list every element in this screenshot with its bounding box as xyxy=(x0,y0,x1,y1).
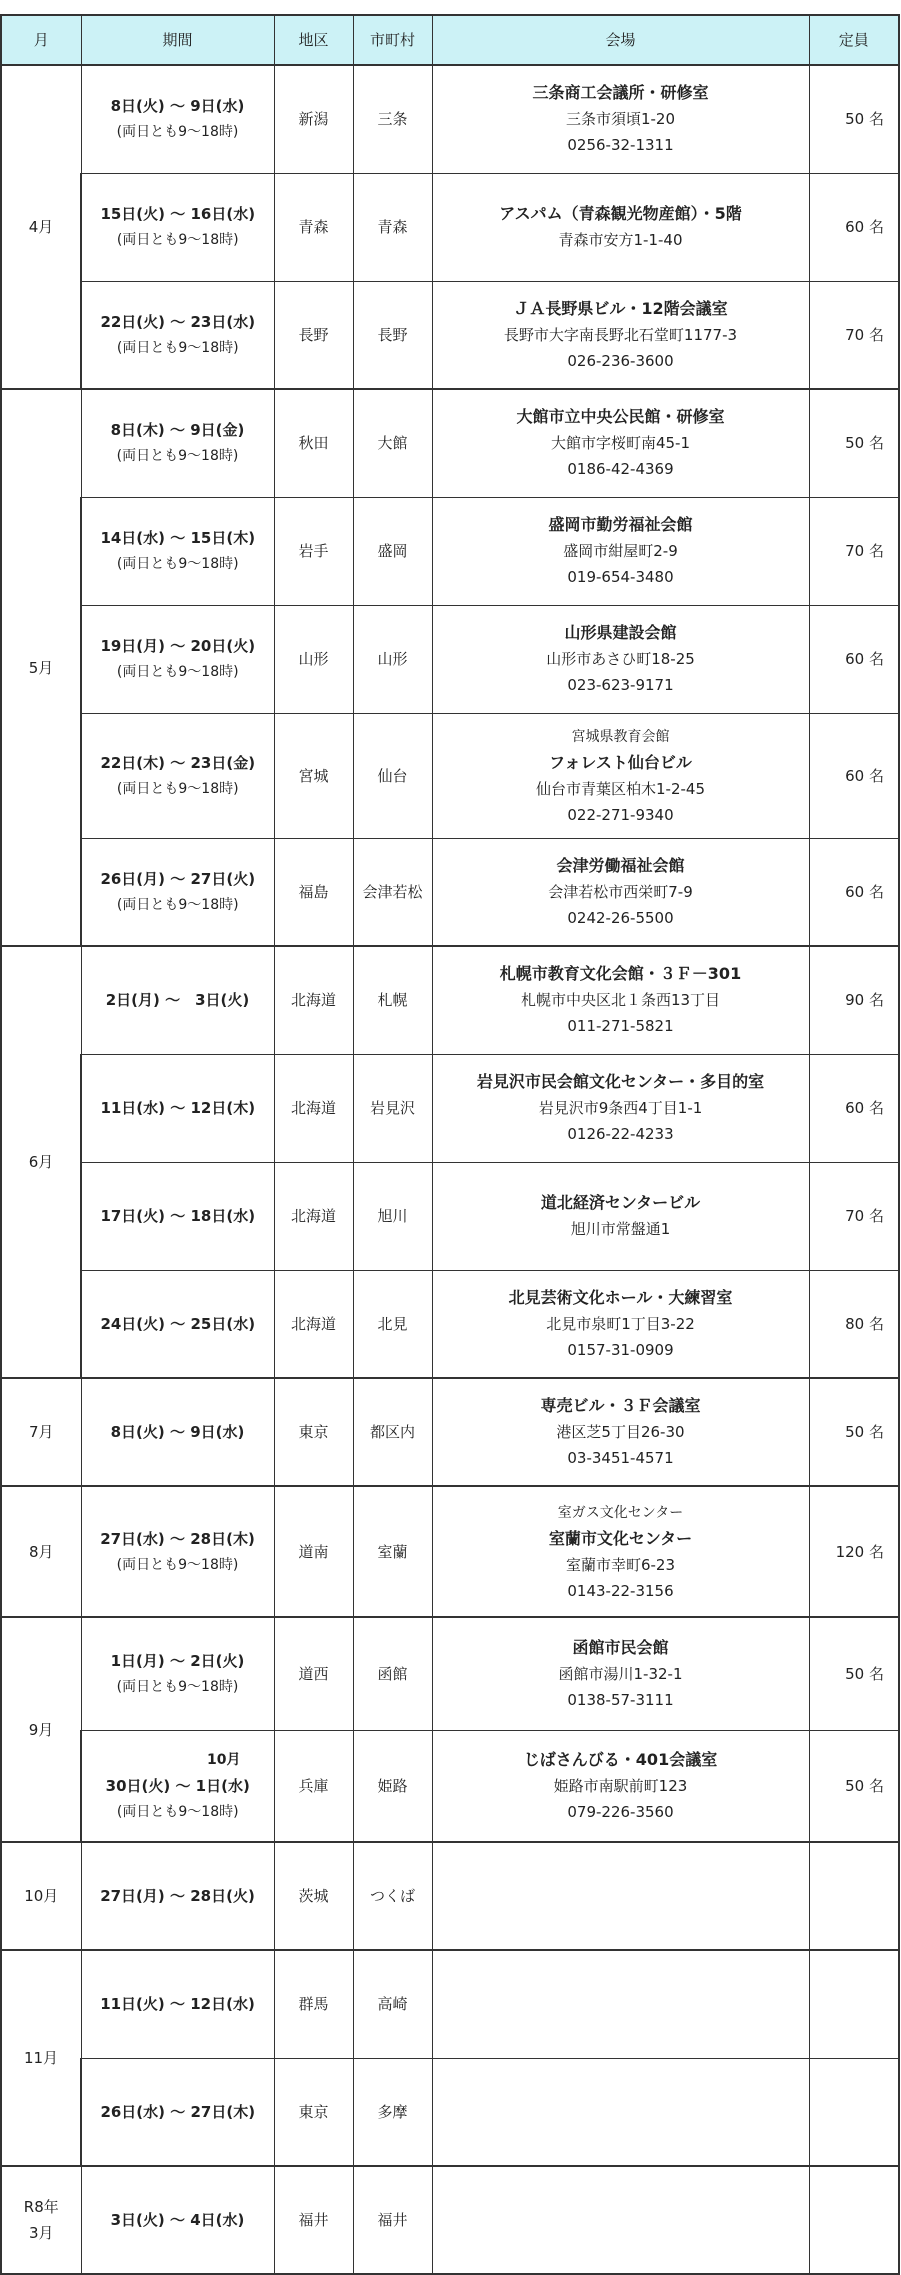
period-range: 1日(月) ～ 2日(火) xyxy=(110,1651,245,1670)
capacity-cell xyxy=(809,838,899,946)
region-cell xyxy=(274,1162,353,1270)
city-label: 札幌 xyxy=(377,991,408,1010)
period-hours: (両日とも9～18時) xyxy=(116,1556,239,1573)
schedule-row xyxy=(1,1270,899,1378)
capacity-cell xyxy=(809,1842,899,1950)
city-cell xyxy=(353,946,432,1054)
region-label: 道西 xyxy=(298,1664,329,1683)
venue-address: 姫路市南駅前町123 xyxy=(553,1776,688,1795)
region-cell xyxy=(274,946,353,1054)
city-cell xyxy=(353,1617,432,1730)
month-cell xyxy=(1,946,81,1378)
city-label: 都区内 xyxy=(369,1423,415,1441)
period-cell xyxy=(81,281,274,389)
venue-address: 岩見沢市9条西4丁目1-1 xyxy=(538,1099,703,1117)
period-cell xyxy=(81,946,274,1054)
capacity-value: 60 名 xyxy=(845,218,884,236)
venue-name: フォレスト仙台ビル xyxy=(549,752,692,772)
venue-name: 道北経済センタービル xyxy=(540,1193,701,1212)
city-label: 長野 xyxy=(377,325,408,344)
venue-tel: 0138-57-3111 xyxy=(567,1690,674,1709)
period-range: 27日(水) ～ 28日(木) xyxy=(100,1529,255,1548)
city-label: 多摩 xyxy=(377,2102,408,2121)
period-cell xyxy=(81,65,274,173)
venue-pre: 宮城県教育会館 xyxy=(571,728,670,745)
month-label: 4月 xyxy=(28,218,54,236)
period-hours: (両日とも9～18時) xyxy=(116,232,239,248)
city-label: 高崎 xyxy=(377,1995,408,2014)
period-cell xyxy=(81,389,274,497)
venue-name: 室蘭市文化センター xyxy=(548,1528,693,1548)
period-cell xyxy=(81,605,274,713)
period-hours: (両日とも9～18時) xyxy=(116,780,239,797)
schedule-row xyxy=(1,713,899,838)
header-row xyxy=(1,15,899,65)
region-cell xyxy=(274,1842,353,1950)
region-cell xyxy=(274,173,353,281)
region-cell xyxy=(274,713,353,838)
header-venue: 会場 xyxy=(432,15,809,65)
city-label: 北見 xyxy=(377,1314,408,1333)
capacity-value: 60 名 xyxy=(845,1099,884,1117)
city-cell xyxy=(353,389,432,497)
header-month: 月 xyxy=(1,15,81,65)
month-label: 7月 xyxy=(28,1423,54,1441)
schedule-row xyxy=(1,2166,899,2274)
venue-pre: 室ガス文化センター xyxy=(557,1504,684,1521)
period-hours: (両日とも9～18時) xyxy=(116,664,239,680)
venue-address: 北見市泉町1丁目3-22 xyxy=(546,1314,695,1333)
month-cell xyxy=(1,65,81,389)
venue-address: 室蘭市幸町6-23 xyxy=(565,1555,676,1574)
venue-tel: 0186-42-4369 xyxy=(567,460,674,479)
region-cell xyxy=(274,1730,353,1842)
period-range: 14日(水) ～ 15日(木) xyxy=(100,529,256,547)
capacity-cell xyxy=(809,2166,899,2274)
region-label: 茨城 xyxy=(298,1887,329,1905)
capacity-cell xyxy=(809,173,899,281)
region-cell xyxy=(274,2166,353,2274)
city-cell xyxy=(353,1378,432,1486)
month-cell xyxy=(1,1842,81,1950)
venue-tel: 0256-32-1311 xyxy=(567,136,674,155)
city-label: 仙台 xyxy=(377,766,408,785)
period-hours: (両日とも9～18時) xyxy=(116,1678,239,1695)
schedule-row xyxy=(1,2058,899,2166)
venue-name: 盛岡市勤労福祉会館 xyxy=(548,515,693,534)
period-cell xyxy=(81,1054,274,1162)
period-cell xyxy=(81,1486,274,1617)
period-range: 27日(月) ～ 28日(火) xyxy=(100,1887,255,1905)
region-label: 新潟 xyxy=(298,110,329,129)
venue-address: 大館市字桜町南45-1 xyxy=(550,434,691,453)
period-range: 30日(火) ～ 1日(水) xyxy=(105,1776,250,1795)
schedule-row xyxy=(1,173,899,281)
city-label: 岩見沢 xyxy=(369,1099,415,1117)
region-label: 青森 xyxy=(298,218,329,236)
city-cell xyxy=(353,1486,432,1617)
capacity-cell xyxy=(809,281,899,389)
city-label: 福井 xyxy=(377,2211,408,2229)
header-capacity: 定員 xyxy=(809,15,899,65)
capacity-value: 70 名 xyxy=(845,1207,884,1225)
region-cell xyxy=(274,1486,353,1617)
city-label: 函館 xyxy=(377,1664,408,1683)
region-label: 秋田 xyxy=(298,434,329,453)
schedule-row xyxy=(1,605,899,713)
month-cell xyxy=(1,1486,81,1617)
city-cell xyxy=(353,65,432,173)
region-cell xyxy=(274,65,353,173)
venue-name: 三条商工会議所・研修室 xyxy=(532,83,709,103)
venue-name: 山形県建設会館 xyxy=(564,623,677,642)
venue-tel: 019-654-3480 xyxy=(567,568,674,586)
region-label: 北海道 xyxy=(290,1099,336,1117)
region-label: 山形 xyxy=(298,650,329,668)
venue-name: アスパム（青森観光物産館）・5階 xyxy=(499,204,742,223)
schedule-row xyxy=(1,1950,899,2058)
capacity-cell xyxy=(809,605,899,713)
period-range: 22日(火) ～ 23日(水) xyxy=(100,312,256,331)
schedule-row xyxy=(1,281,899,389)
schedule-row xyxy=(1,1162,899,1270)
venue-address: 札幌市中央区北１条西13丁目 xyxy=(520,991,721,1010)
month-cell xyxy=(1,1378,81,1486)
venue-tel: 079-226-3560 xyxy=(567,1802,674,1821)
venue-cell xyxy=(432,838,809,946)
venue-address: 青森市安方1-1-40 xyxy=(558,231,683,249)
venue-tel: 03-3451-4571 xyxy=(567,1449,674,1467)
venue-cell xyxy=(432,713,809,838)
period-range: 19日(月) ～ 20日(火) xyxy=(100,637,256,655)
city-label: 青森 xyxy=(377,218,408,236)
region-cell xyxy=(274,1054,353,1162)
venue-cell xyxy=(432,1617,809,1730)
venue-cell xyxy=(432,1842,809,1950)
region-cell xyxy=(274,281,353,389)
period-range: 15日(火) ～ 16日(水) xyxy=(100,205,256,223)
month-label-line: R8年 xyxy=(23,2198,59,2216)
region-label: 東京 xyxy=(298,1423,329,1441)
capacity-value: 50 名 xyxy=(845,1776,884,1795)
venue-cell xyxy=(432,497,809,605)
capacity-value: 50 名 xyxy=(845,1664,884,1683)
capacity-value: 70 名 xyxy=(845,325,884,344)
period-end-month: 10月 xyxy=(207,1751,241,1768)
capacity-value: 70 名 xyxy=(845,542,884,560)
region-label: 福島 xyxy=(298,882,329,901)
schedule-table xyxy=(0,14,900,2275)
city-cell xyxy=(353,2166,432,2274)
capacity-value: 60 名 xyxy=(845,766,884,785)
capacity-value: 50 名 xyxy=(845,110,884,129)
venue-tel: 0157-31-0909 xyxy=(567,1340,674,1359)
capacity-cell xyxy=(809,389,899,497)
region-label: 福井 xyxy=(298,2211,329,2229)
capacity-cell xyxy=(809,497,899,605)
city-cell xyxy=(353,1950,432,2058)
capacity-value: 80 名 xyxy=(845,1314,884,1333)
venue-cell xyxy=(432,389,809,497)
period-cell xyxy=(81,1617,274,1730)
venue-cell xyxy=(432,1730,809,1842)
region-cell xyxy=(274,605,353,713)
venue-cell xyxy=(432,1162,809,1270)
month-cell xyxy=(1,1950,81,2166)
city-label: 盛岡 xyxy=(377,542,408,560)
venue-address: 会津若松市西栄町7-9 xyxy=(548,882,693,901)
period-range: 26日(月) ～ 27日(火) xyxy=(100,869,256,888)
month-cell xyxy=(1,389,81,946)
period-cell xyxy=(81,1842,274,1950)
period-range: 11日(水) ～ 12日(木) xyxy=(100,1099,256,1117)
city-label: 姫路 xyxy=(377,1776,408,1795)
month-label: 5月 xyxy=(28,658,54,677)
city-label: 室蘭 xyxy=(377,1542,408,1561)
venue-cell xyxy=(432,1270,809,1378)
period-range: 8日(火) ～ 9日(水) xyxy=(110,1423,245,1441)
header-city: 市町村 xyxy=(353,15,432,65)
period-hours: (両日とも9～18時) xyxy=(116,896,239,913)
period-cell xyxy=(81,2058,274,2166)
period-hours: (両日とも9～18時) xyxy=(116,1803,239,1820)
city-cell xyxy=(353,838,432,946)
venue-name: じばさんびる・401会議室 xyxy=(523,1749,718,1769)
venue-tel: 022-271-9340 xyxy=(567,805,674,824)
schedule-row xyxy=(1,1842,899,1950)
region-cell xyxy=(274,2058,353,2166)
capacity-cell xyxy=(809,713,899,838)
period-hours: (両日とも9～18時) xyxy=(116,124,239,141)
capacity-cell xyxy=(809,946,899,1054)
region-label: 岩手 xyxy=(298,542,329,560)
schedule-row xyxy=(1,389,899,497)
capacity-cell xyxy=(809,1617,899,1730)
region-label: 東京 xyxy=(298,2102,329,2121)
venue-address: 三条市須頃1-20 xyxy=(565,110,676,129)
city-cell xyxy=(353,1730,432,1842)
venue-address: 旭川市常盤通1 xyxy=(570,1220,671,1238)
capacity-value: 60 名 xyxy=(845,882,884,901)
venue-name: ＪＡ長野県ビル・12階会議室 xyxy=(513,298,728,318)
city-cell xyxy=(353,1162,432,1270)
period-cell xyxy=(81,1162,274,1270)
period-cell xyxy=(81,497,274,605)
venue-cell xyxy=(432,1950,809,2058)
period-range: 26日(水) ～ 27日(木) xyxy=(100,2102,256,2121)
period-range: 17日(火) ～ 18日(水) xyxy=(100,1207,256,1225)
period-cell xyxy=(81,1378,274,1486)
capacity-cell xyxy=(809,1378,899,1486)
capacity-cell xyxy=(809,1162,899,1270)
venue-address: 長野市大字南長野北石堂町1177-3 xyxy=(503,325,738,344)
venue-tel: 011-271-5821 xyxy=(567,1017,674,1036)
month-label-line: 3月 xyxy=(28,2224,54,2242)
region-label: 群馬 xyxy=(298,1995,329,2014)
region-cell xyxy=(274,838,353,946)
month-label: 6月 xyxy=(28,1153,54,1171)
region-label: 長野 xyxy=(298,325,329,344)
city-label: 大館 xyxy=(377,434,408,453)
region-label: 北海道 xyxy=(290,1314,336,1333)
region-cell xyxy=(274,1950,353,2058)
capacity-value: 120 名 xyxy=(835,1542,884,1561)
month-label: 9月 xyxy=(28,1720,54,1739)
period-cell xyxy=(81,1950,274,2058)
capacity-cell xyxy=(809,1486,899,1617)
period-range: 2日(月) ～ 3日(火) xyxy=(105,991,250,1010)
schedule-row xyxy=(1,1730,899,1842)
period-hours: (両日とも9～18時) xyxy=(116,339,239,356)
region-cell xyxy=(274,1270,353,1378)
city-cell xyxy=(353,497,432,605)
city-cell xyxy=(353,173,432,281)
period-range: 11日(火) ～ 12日(水) xyxy=(100,1995,255,2014)
venue-cell xyxy=(432,1378,809,1486)
venue-name: 会津労働福祉会館 xyxy=(556,855,685,875)
schedule-row xyxy=(1,1054,899,1162)
venue-name: 大館市立中央公民館・研修室 xyxy=(516,407,725,427)
venue-tel: 026-236-3600 xyxy=(567,351,674,370)
venue-name: 札幌市教育文化会館・３Ｆ－301 xyxy=(499,964,742,984)
region-label: 北海道 xyxy=(290,1207,336,1225)
venue-cell xyxy=(432,281,809,389)
venue-address: 盛岡市紺屋町2-9 xyxy=(563,542,678,560)
period-cell xyxy=(81,173,274,281)
venue-cell xyxy=(432,1054,809,1162)
venue-address: 函館市湯川1-32-1 xyxy=(558,1664,683,1683)
venue-name: 専売ビル・３Ｆ会議室 xyxy=(540,1396,701,1415)
region-label: 道南 xyxy=(298,1542,329,1561)
city-cell xyxy=(353,1054,432,1162)
region-cell xyxy=(274,497,353,605)
capacity-cell xyxy=(809,1950,899,2058)
venue-cell xyxy=(432,65,809,173)
month-label: 11月 xyxy=(23,2049,59,2067)
city-label: 山形 xyxy=(377,650,408,668)
schedule-body xyxy=(1,65,899,2274)
schedule-row xyxy=(1,838,899,946)
region-cell xyxy=(274,1378,353,1486)
header-period: 期間 xyxy=(81,15,274,65)
month-label: 8月 xyxy=(28,1542,54,1561)
city-cell xyxy=(353,1842,432,1950)
venue-address: 仙台市青葉区柏木1-2-45 xyxy=(536,779,705,798)
region-label: 北海道 xyxy=(290,991,336,1010)
capacity-value: 50 名 xyxy=(845,1423,884,1441)
schedule-row xyxy=(1,65,899,173)
venue-address: 港区芝5丁目26-30 xyxy=(556,1423,685,1441)
schedule-row xyxy=(1,1486,899,1617)
venue-tel: 0242-26-5500 xyxy=(567,908,674,927)
venue-tel: 023-623-9171 xyxy=(567,676,674,694)
region-cell xyxy=(274,1617,353,1730)
venue-address: 山形市あさひ町18-25 xyxy=(546,650,695,668)
venue-name: 岩見沢市民会館文化センター・多目的室 xyxy=(476,1072,765,1091)
city-label: 三条 xyxy=(377,110,408,129)
month-cell xyxy=(1,1617,81,1842)
capacity-value: 60 名 xyxy=(845,650,884,668)
period-range: 22日(木) ～ 23日(金) xyxy=(100,753,256,772)
period-hours: (両日とも9～18時) xyxy=(116,448,239,465)
city-cell xyxy=(353,281,432,389)
period-cell xyxy=(81,1730,274,1842)
city-cell xyxy=(353,1270,432,1378)
venue-cell xyxy=(432,2166,809,2274)
period-cell xyxy=(81,1270,274,1378)
capacity-cell xyxy=(809,1270,899,1378)
region-cell xyxy=(274,389,353,497)
capacity-value: 50 名 xyxy=(845,434,884,453)
period-cell xyxy=(81,713,274,838)
venue-cell xyxy=(432,946,809,1054)
venue-tel: 0143-22-3156 xyxy=(567,1581,674,1600)
city-cell xyxy=(353,713,432,838)
schedule-row xyxy=(1,1378,899,1486)
region-label: 兵庫 xyxy=(298,1776,329,1795)
month-label: 10月 xyxy=(24,1887,59,1905)
venue-cell xyxy=(432,605,809,713)
city-label: つくば xyxy=(369,1887,415,1905)
period-range: 24日(火) ～ 25日(水) xyxy=(100,1314,256,1333)
header-region: 地区 xyxy=(274,15,353,65)
period-cell xyxy=(81,2166,274,2274)
period-cell xyxy=(81,838,274,946)
month-cell xyxy=(1,2166,81,2274)
venue-name: 北見芸術文化ホール・大練習室 xyxy=(508,1287,733,1307)
period-range: 8日(木) ～ 9日(金) xyxy=(110,421,245,440)
city-cell xyxy=(353,605,432,713)
venue-cell xyxy=(432,2058,809,2166)
city-label: 会津若松 xyxy=(362,882,423,901)
region-label: 宮城 xyxy=(298,766,329,785)
venue-tel: 0126-22-4233 xyxy=(567,1125,674,1143)
city-cell xyxy=(353,2058,432,2166)
period-range: 3日(火) ～ 4日(水) xyxy=(110,2211,245,2229)
capacity-value: 90 名 xyxy=(845,991,884,1010)
venue-cell xyxy=(432,173,809,281)
schedule-row xyxy=(1,1617,899,1730)
schedule-row xyxy=(1,497,899,605)
period-hours: (両日とも9～18時) xyxy=(116,556,239,572)
capacity-cell xyxy=(809,1054,899,1162)
schedule-row xyxy=(1,946,899,1054)
capacity-cell xyxy=(809,2058,899,2166)
capacity-cell xyxy=(809,1730,899,1842)
venue-name: 函館市民会館 xyxy=(572,1637,669,1657)
capacity-cell xyxy=(809,65,899,173)
venue-cell xyxy=(432,1486,809,1617)
city-label: 旭川 xyxy=(377,1207,408,1225)
period-range: 8日(火) ～ 9日(水) xyxy=(110,97,245,116)
